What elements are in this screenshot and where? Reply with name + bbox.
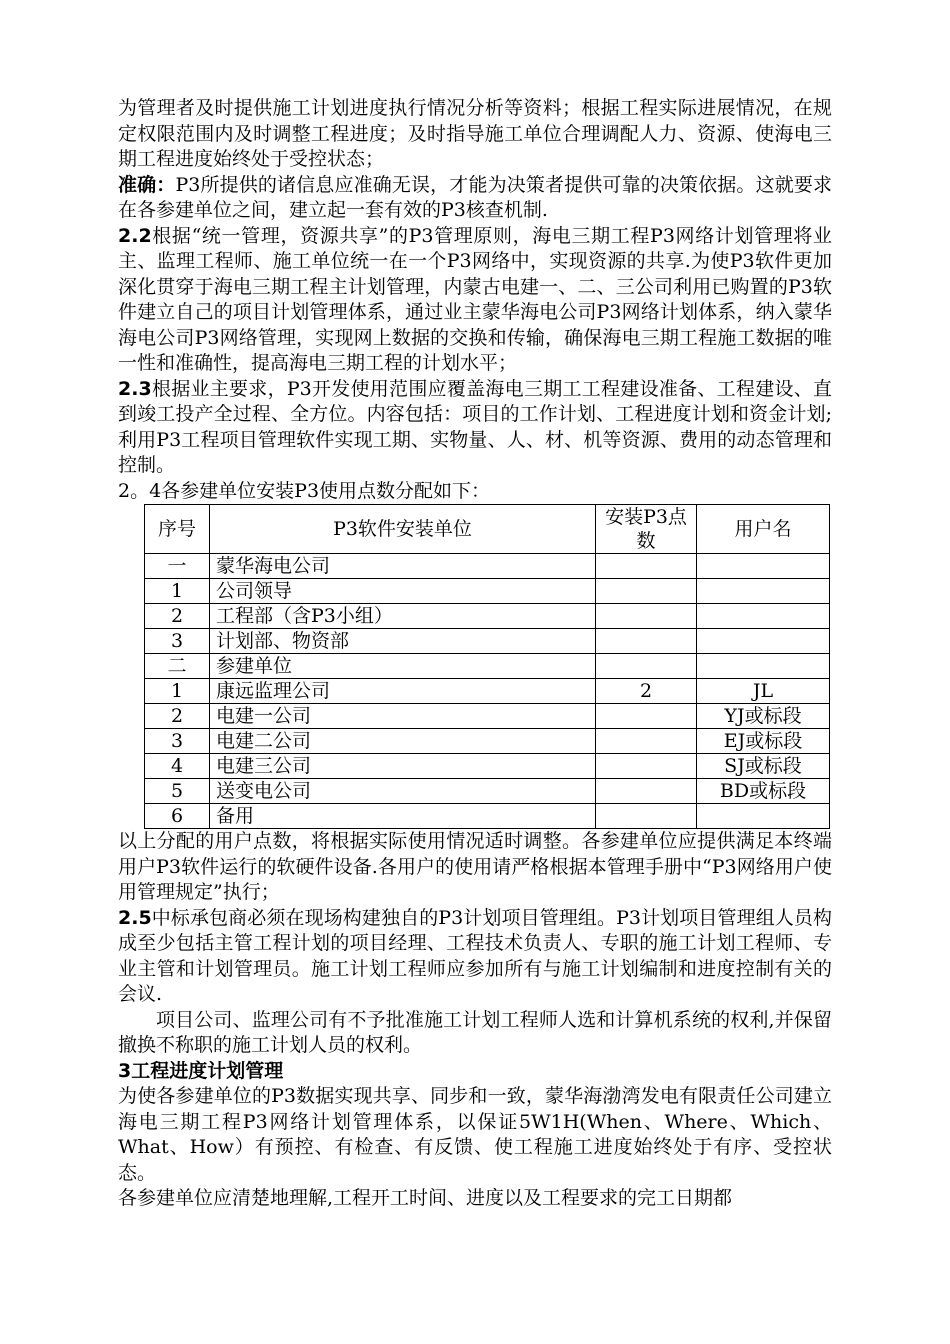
row-index: 1 [145, 679, 210, 704]
row-unit: 电建三公司 [210, 754, 596, 779]
row-unit: 送变电公司 [210, 779, 596, 804]
row-points [596, 579, 697, 604]
table-row [145, 729, 830, 754]
para-intro: 为管理者及时提供施工计划进度执行情况分析等资料；根据工程实际进展情况，在规定权限范围内及时调整工程进度；及时指导施工单位合理调配人力、资源、使海电三期工程进度始终处于受控状态； [118, 97, 832, 170]
row-points [596, 779, 697, 804]
row-points [596, 729, 697, 754]
table-row [145, 579, 830, 604]
section-3-heading: 3工程进度计划管理 [118, 1059, 284, 1082]
row-unit: 公司领导 [210, 579, 596, 604]
section-2-3-text: 根据业主要求，P3开发使用范围应覆盖海电三期工工程建设准备、工程建设、直到竣工投产全过程、全方位。内容包括：项目的工作计划、工程进度计划和资金计划;利用P3工程项目管理软件实现工期、实物量、人、材、机等资源、费用的动态管理和控制。 [118, 377, 832, 476]
table-row [145, 679, 830, 704]
row-points: 2 [596, 679, 697, 704]
accurate-text: P3所提供的诸信息应准确无误，才能为决策者提供可靠的决策依据。这就要求在各参建单位之间，建立起一套有效的P3核查机制. [118, 173, 832, 221]
row-unit: 康远监理公司 [210, 679, 596, 704]
para-company-rights: 项目公司、监理公司有不予批准施工计划工程师人选和计算机系统的权利,并保留撤换不称职的施工计划人员的权利。 [118, 1008, 832, 1056]
para-accurate [118, 173, 832, 224]
row-index: 5 [145, 779, 210, 804]
row-username [697, 604, 830, 629]
row-index: 3 [145, 629, 210, 654]
row-index: 3 [145, 729, 210, 754]
row-points [596, 654, 697, 679]
table-row [145, 604, 830, 629]
row-username [697, 804, 830, 829]
section-2-5-text: 中标承包商必须在现场构建独自的P3计划项目管理组。P3计划项目管理组人员构成至少包括主管工程计划的项目经理、工程技术负责人、专职的施工计划工程师、专业主管和计划管理员。施工计划工程师应参加所有与施工计划编制和进度控制有关的会议. [118, 906, 832, 1005]
row-points [596, 604, 697, 629]
row-username: BD或标段 [697, 779, 830, 804]
header-username: 用户名 [697, 505, 830, 554]
row-index: 4 [145, 754, 210, 779]
row-index: 1 [145, 579, 210, 604]
header-index: 序号 [145, 505, 210, 554]
para-section-2-2 [118, 224, 832, 377]
row-index: 一 [145, 554, 210, 579]
header-unit: P3软件安装单位 [210, 505, 596, 554]
row-unit: 电建二公司 [210, 729, 596, 754]
row-index: 2 [145, 704, 210, 729]
allocation-table [144, 504, 830, 829]
table-row [145, 754, 830, 779]
table-row [145, 654, 830, 679]
para-section-2-3 [118, 377, 832, 479]
table-row [145, 779, 830, 804]
section-2-3-number: 2.3 [118, 377, 152, 400]
row-points [596, 704, 697, 729]
para-after-table: 以上分配的用户点数，将根据实际使用情况适时调整。各参建单位应提供满足本终端用户P3软件运行的软硬件设备.各用户的使用请严格根据本管理手册中“P3网络用户使用管理规定”执行； [118, 830, 832, 903]
row-points [596, 804, 697, 829]
table-row [145, 554, 830, 579]
row-points [596, 754, 697, 779]
row-username: SJ或标段 [697, 754, 830, 779]
row-unit: 工程部（含P3小组） [210, 604, 596, 629]
row-username: JL [697, 679, 830, 704]
row-username: YJ或标段 [697, 704, 830, 729]
row-unit: 备用 [210, 804, 596, 829]
document-body [118, 96, 832, 1212]
para-section-2-5 [118, 906, 832, 1008]
row-unit: 参建单位 [210, 654, 596, 679]
row-username [697, 554, 830, 579]
row-unit: 电建一公司 [210, 704, 596, 729]
row-points [596, 629, 697, 654]
section-2-2-number: 2.2 [118, 224, 152, 247]
table-row [145, 704, 830, 729]
accurate-label: 准确： [118, 173, 176, 196]
para-section-3-b: 各参建单位应清楚地理解,工程开工时间、进度以及工程要求的完工日期都 [118, 1187, 733, 1209]
para-section-3-a: 为使各参建单位的P3数据实现共享、同步和一致，蒙华海渤湾发电有限责任公司建立海电三期工程P3网络计划管理体系，以保证5W1H(When、Where、Which、What、How）有预控、有检查、有反馈、使工程施工进度始终处于有序、受控状态。 [118, 1085, 832, 1184]
table-header-row [145, 505, 830, 554]
table-row [145, 804, 830, 829]
row-index: 二 [145, 654, 210, 679]
header-points: 安装P3点数 [596, 505, 697, 554]
row-points [596, 554, 697, 579]
row-index: 6 [145, 804, 210, 829]
row-index: 2 [145, 604, 210, 629]
section-2-5-number: 2.5 [118, 906, 152, 929]
row-username [697, 579, 830, 604]
row-username [697, 654, 830, 679]
row-username: EJ或标段 [697, 729, 830, 754]
row-unit: 蒙华海电公司 [210, 554, 596, 579]
table-row [145, 629, 830, 654]
row-unit: 计划部、物资部 [210, 629, 596, 654]
para-section-2-4: 2。4各参建单位安装P3使用点数分配如下： [118, 479, 491, 502]
row-username [697, 629, 830, 654]
section-2-2-text: 根据“统一管理，资源共享”的P3管理原则，海电三期工程P3网络计划管理将业主、监理工程师、施工单位统一在一个P3网络中，实现资源的共享.为使P3软件更加深化贯穿于海电三期工程主计划管理，内蒙古电建一、二、三公司利用已购置的P3软件建立自己的项目计划管理体系，通过业主蒙华海电公司P3网络计划体系，纳入蒙华海电公司P3网络管理，实现网上数据的交换和传输，确保海电三期工程施工数据的唯一性和准确性，提高海电三期工程的计划水平； [118, 224, 832, 374]
